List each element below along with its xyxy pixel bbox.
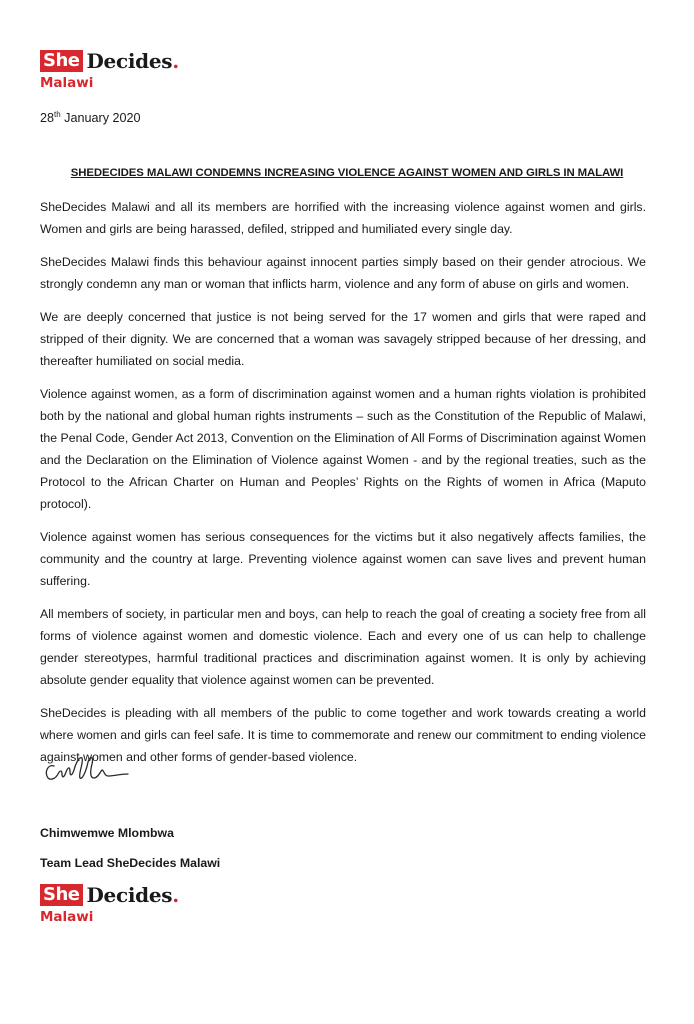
paragraph: Violence against women has serious consequences for the victims but it also negatively affects families, the community and the country at large. Preventing violence against women can save lives and prevent human suffering. (40, 530, 646, 588)
shedecides-logo-footer (40, 884, 179, 925)
logo-subtitle: Malawi (40, 75, 94, 91)
shedecides-logo (40, 50, 179, 91)
signer-role: Team Lead SheDecides Malawi (40, 856, 221, 870)
letter-title: SHEDECIDES MALAWI CONDEMNS INCREASING VIOLENCE AGAINST WOMEN AND GIRLS IN MALAWI (70, 167, 624, 179)
handwritten-signature (40, 748, 160, 788)
logo-dot: . (172, 883, 180, 907)
logo-decides: Decides (86, 49, 173, 73)
signer-name: Chimwemwe Mlombwa (40, 826, 174, 840)
logo-she: She (40, 884, 83, 906)
letter-body (40, 196, 646, 779)
logo-decides: Decides (86, 883, 173, 907)
paragraph: SheDecides Malawi finds this behaviour against innocent parties simply based on their gender atrocious. We strongly condemn any man or woman that inflicts harm, violence and any form of abuse on girls and women. (40, 255, 646, 291)
date-suffix: th (54, 110, 61, 119)
logo-dot: . (172, 49, 180, 73)
date-day: 28 (40, 111, 55, 126)
paragraph: Violence against women, as a form of discrimination against women and a human rights violation is prohibited both by the national and global human rights instruments – such as the Constitution of the Republic of Malawi, the Penal Code, Gender Act 2013, Convention on the Elimination of All Forms of Discrimination against Women and the Declaration on the Elimination of Violence against Women - and by the regional treaties, such as the Protocol to the African Charter on Human and Peoples’ Rights on the Rights of women in Africa (Maputo protocol). (40, 387, 646, 511)
letter-date (40, 110, 141, 125)
paragraph: We are deeply concerned that justice is not being served for the 17 women and girls that were raped and stripped of their dignity. We are concerned that a woman was savagely stripped because of her dressing, and thereafter humiliated on social media. (40, 310, 646, 368)
paragraph: All members of society, in particular men and boys, can help to reach the goal of creating a society free from all forms of violence against women and domestic violence. Each and every one of us can help to challenge gender stereotypes, harmful traditional practices and discrimination against women. It is only by achieving absolute gender equality that violence against women can be prevented. (40, 607, 646, 687)
paragraph: SheDecides Malawi and all its members are horrified with the increasing violence against women and girls. Women and girls are being harassed, defiled, stripped and humiliated every single day. (40, 200, 646, 236)
paragraph: SheDecides is pleading with all members of the public to come together and work towards creating a world where women and girls can feel safe. It is time to commemorate and renew our commitment to ending violence against women and other forms of gender-based violence. (40, 706, 646, 764)
logo-she: She (40, 50, 83, 72)
logo-subtitle: Malawi (40, 909, 94, 925)
date-month-year: January 2020 (60, 111, 141, 126)
